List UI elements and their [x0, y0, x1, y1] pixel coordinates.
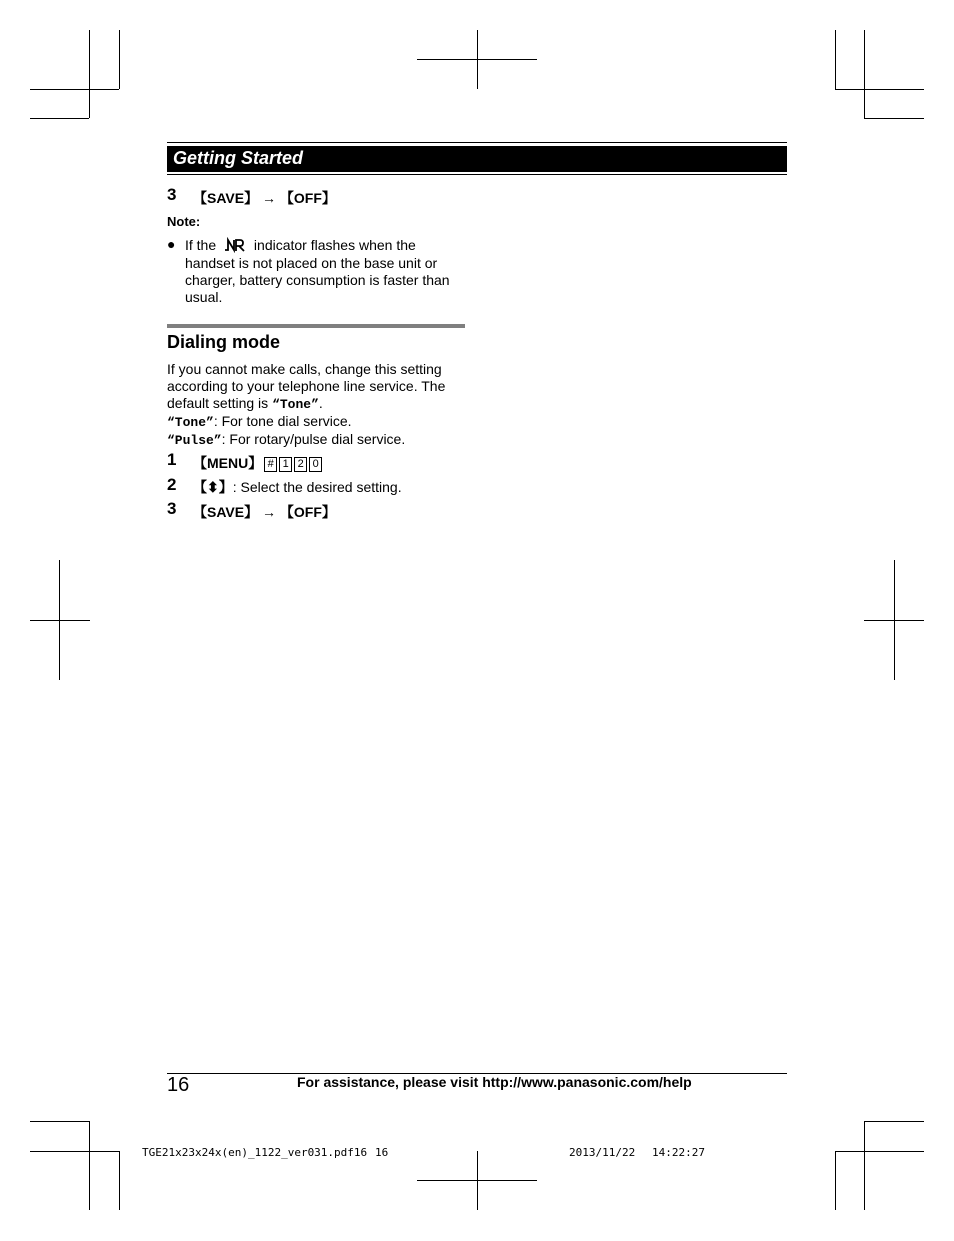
- crop-mark: [30, 620, 90, 621]
- nav-key-icon: 【⬍】: [193, 479, 233, 495]
- crop-mark: [417, 1180, 537, 1181]
- note-line: charger, battery consumption is faster than: [185, 272, 450, 288]
- default-prefix: default setting is: [167, 395, 273, 411]
- intro-line: If you cannot make calls, change this setting: [167, 361, 442, 377]
- bullet-icon: ●: [167, 236, 176, 252]
- crop-mark: [864, 118, 924, 119]
- print-file-page: 16: [353, 1146, 368, 1159]
- digit-key: 0: [309, 457, 322, 472]
- crop-mark: [864, 620, 924, 621]
- crop-mark: [30, 1151, 119, 1152]
- default-setting-line: [167, 395, 467, 413]
- crop-mark: [119, 1151, 120, 1210]
- crop-mark: [30, 1121, 89, 1122]
- default-value: “Tone”: [272, 397, 319, 412]
- assistance-text: For assistance, please visit http://www.panasonic.com/help: [297, 1074, 692, 1090]
- intro-line: according to your telephone line service. The: [167, 378, 446, 394]
- pulse-line: [167, 431, 467, 449]
- section-header-title: Getting Started: [173, 148, 304, 168]
- header-top-rule: [167, 142, 787, 143]
- crop-mark: [30, 118, 89, 119]
- off-key: 【OFF】: [279, 504, 336, 520]
- pulse-desc: : For rotary/pulse dial service.: [221, 431, 406, 447]
- crop-mark: [835, 30, 836, 89]
- hash-key: #: [264, 457, 277, 472]
- section-title: Dialing mode: [167, 332, 281, 352]
- arrow-icon: →: [261, 190, 276, 206]
- crop-mark: [119, 30, 120, 89]
- crop-mark: [89, 30, 90, 118]
- crop-mark: [417, 59, 537, 60]
- note-line: usual.: [185, 289, 223, 305]
- pulse-label: “Pulse”: [167, 433, 222, 448]
- print-file-name: TGE21x23x24x(en)_1122_ver031.pdf: [142, 1146, 354, 1159]
- step-1-keys: [193, 453, 322, 473]
- menu-key: 【MENU】: [193, 455, 263, 471]
- section-rule: [167, 324, 465, 328]
- page-number: 16: [167, 1074, 190, 1096]
- save-key: 【SAVE】: [193, 190, 259, 206]
- step-3-top: [167, 185, 176, 205]
- tone-line: [167, 413, 467, 431]
- tone-desc: : For tone dial service.: [213, 413, 352, 429]
- digit-key: 2: [294, 457, 307, 472]
- crop-mark: [864, 30, 865, 118]
- step-number: 3: [167, 499, 177, 518]
- step-number: 1: [167, 450, 177, 469]
- step-2-desc: : Select the desired setting.: [232, 479, 402, 495]
- note-text-after: indicator flashes when the: [253, 237, 416, 253]
- print-time: 14:22:27: [652, 1146, 705, 1159]
- crop-mark: [864, 1121, 865, 1210]
- print-page: 16: [375, 1146, 389, 1159]
- default-suffix: .: [318, 395, 323, 411]
- note-text: [185, 237, 470, 306]
- note-line: handset is not placed on the base unit or: [185, 255, 438, 271]
- crop-mark: [89, 1121, 90, 1210]
- step-number: 3: [167, 185, 177, 204]
- crop-mark: [30, 89, 119, 90]
- note-label: Note:: [167, 214, 201, 229]
- crop-mark: [835, 1151, 924, 1152]
- note-text-before: If the: [185, 237, 217, 253]
- header-bottom-rule: [167, 174, 787, 175]
- step-2-text: [193, 479, 402, 496]
- off-key: 【OFF】: [279, 190, 336, 206]
- arrow-icon: →: [261, 504, 276, 520]
- crop-mark: [864, 1121, 924, 1122]
- step-3-top-keys: [193, 188, 336, 208]
- step-3-keys: [193, 502, 336, 522]
- save-key: 【SAVE】: [193, 504, 259, 520]
- dialing-mode-intro: [167, 361, 467, 449]
- print-date: 2013/11/22: [569, 1146, 636, 1159]
- step-number: 2: [167, 475, 177, 494]
- digit-key: 1: [279, 457, 292, 472]
- noise-reduction-icon: [224, 237, 246, 253]
- crop-mark: [835, 1151, 836, 1210]
- print-file-info: [142, 1146, 367, 1159]
- crop-mark: [835, 89, 924, 90]
- tone-label: “Tone”: [167, 415, 214, 430]
